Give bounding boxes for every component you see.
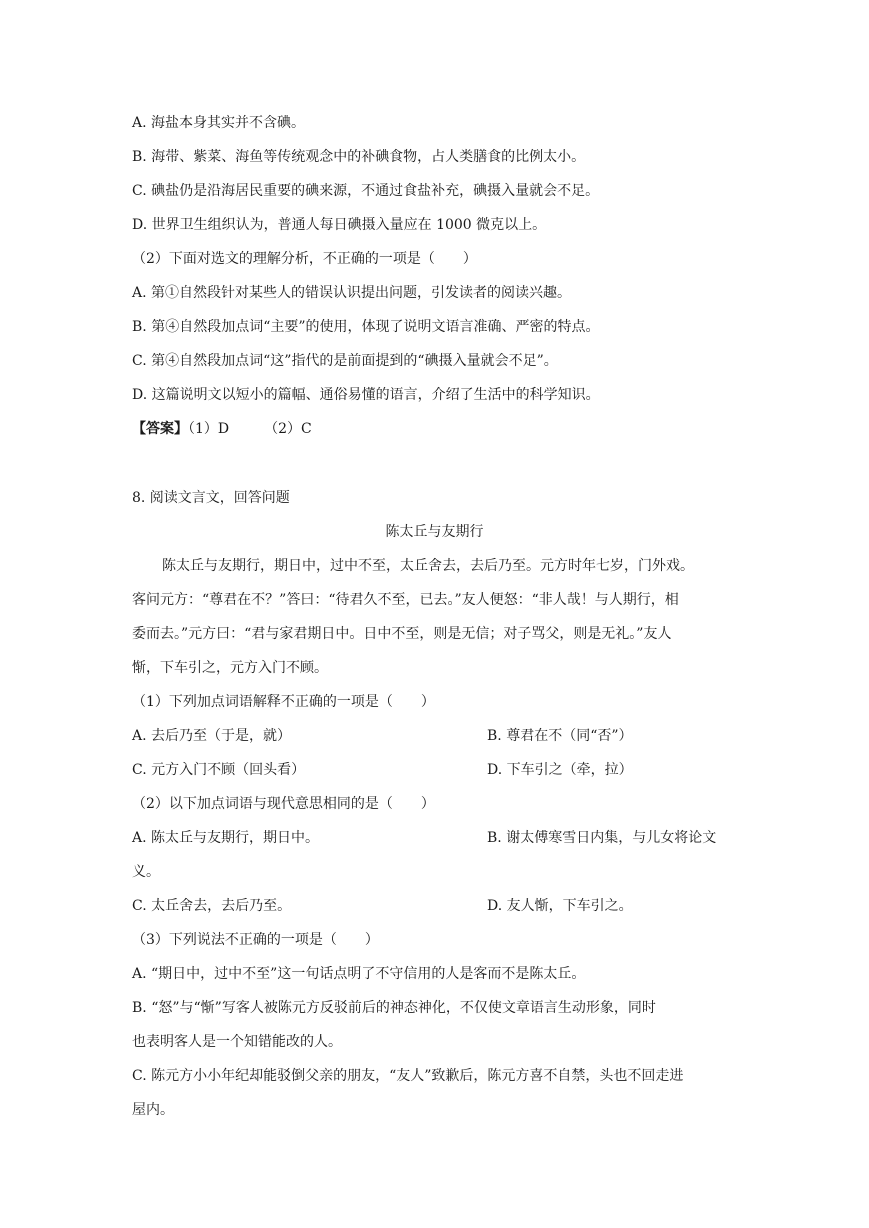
q7-sub2-option-c: C. 第④自然段加点词“这”指代的是前面提到的“碘摄入量就会不足”。 — [132, 353, 558, 369]
q8-sub1-option-d: D. 下车引之（牵，拉） — [487, 762, 633, 778]
answer-line — [132, 419, 312, 439]
q7-option-c: C. 碘盐仍是沿海居民重要的碘来源，不通过食盐补充，碘摄入量就会不足。 — [132, 183, 600, 199]
q8-sub2-option-a: A. 陈太丘与友期行，期日中。 — [132, 830, 320, 846]
q8-sub3-option-c-line1: C. 陈元方小小年纪却能驳倒父亲的朋友，“友人”致歉后，陈元方喜不自禁，头也不回走进 — [132, 1068, 684, 1084]
q8-sub1-option-b: B. 尊君在不（同“否”） — [487, 728, 633, 744]
q8-sub2-option-b: B. 谢太傅寒雪日内集，与儿女将论文 — [487, 830, 717, 846]
q8-sub3-option-b-line2: 也表明客人是一个知错能改的人。 — [132, 1034, 342, 1050]
q8-sub1-stem: （1）下列加点词语解释不正确的一项是（ ） — [132, 694, 435, 710]
q8-passage-line-4: 惭，下车引之，元方入门不顾。 — [132, 660, 328, 676]
q8-sub1-option-a: A. 去后乃至（于是，就） — [132, 728, 292, 744]
answer-label: 【答案】 — [132, 421, 188, 437]
q8-sub1-option-c: C. 元方入门不顾（回头看） — [132, 762, 306, 778]
q8-sub2-option-c: C. 太丘舍去，去后乃至。 — [132, 898, 292, 914]
q7-sub2-option-d: D. 这篇说明文以短小的篇幅、通俗易懂的语言，介绍了生活中的科学知识。 — [132, 387, 600, 403]
q8-passage-line-3: 委而去。”元方曰：“君与家君期日中。日中不至，则是无信；对子骂父，则是无礼。”友人 — [132, 626, 672, 642]
q8-sub3-stem: （3）下列说法不正确的一项是（ ） — [132, 932, 379, 948]
q8-passage-title: 陈太丘与友期行 — [385, 524, 484, 540]
q7-option-a: A. 海盐本身其实并不含碘。 — [132, 115, 306, 131]
answer-text: （1）D （2）C — [188, 421, 312, 437]
q8-sub3-option-a: A. “期日中，过中不至”这一句话点明了不守信用的人是客而不是陈太丘。 — [132, 966, 586, 982]
q7-option-d: D. 世界卫生组织认为，普通人每日碘摄入量应在 1000 微克以上。 — [132, 217, 547, 233]
q7-sub2-stem: （2）下面对选文的理解分析，不正确的一项是（ ） — [132, 251, 477, 267]
q8-sub2-option-d: D. 友人惭，下车引之。 — [487, 898, 633, 914]
q7-sub2-option-a: A. 第①自然段针对某些人的错误认识提出问题，引发读者的阅读兴趣。 — [132, 285, 572, 301]
q8-stem: 8. 阅读文言文，回答问题 — [132, 490, 290, 506]
q8-sub2-stem: （2）以下加点词语与现代意思相同的是（ ） — [132, 796, 435, 812]
q8-sub3-option-b-line1: B. “怒”与“惭”写客人被陈元方反驳前后的神态神化，不仅使文章语言生动形象，同时 — [132, 1000, 656, 1016]
q8-passage-line-1: 陈太丘与友期行，期日中，过中不至，太丘舍去，去后乃至。元方时年七岁，门外戏。 — [162, 558, 694, 574]
q7-option-b: B. 海带、紫菜、海鱼等传统观念中的补碘食物，占人类膳食的比例太小。 — [132, 149, 586, 165]
q8-passage-line-2: 客问元方：“尊君在不？”答曰：“待君久不至，已去。”友人便怒：“非人哉！与人期行，相 — [132, 592, 679, 608]
q8-sub3-option-c-line2: 屋内。 — [132, 1102, 174, 1118]
q8-sub2-option-b-continued: 义。 — [132, 864, 160, 880]
q7-sub2-option-b: B. 第④自然段加点词“主要”的使用，体现了说明文语言准确、严密的特点。 — [132, 319, 600, 335]
